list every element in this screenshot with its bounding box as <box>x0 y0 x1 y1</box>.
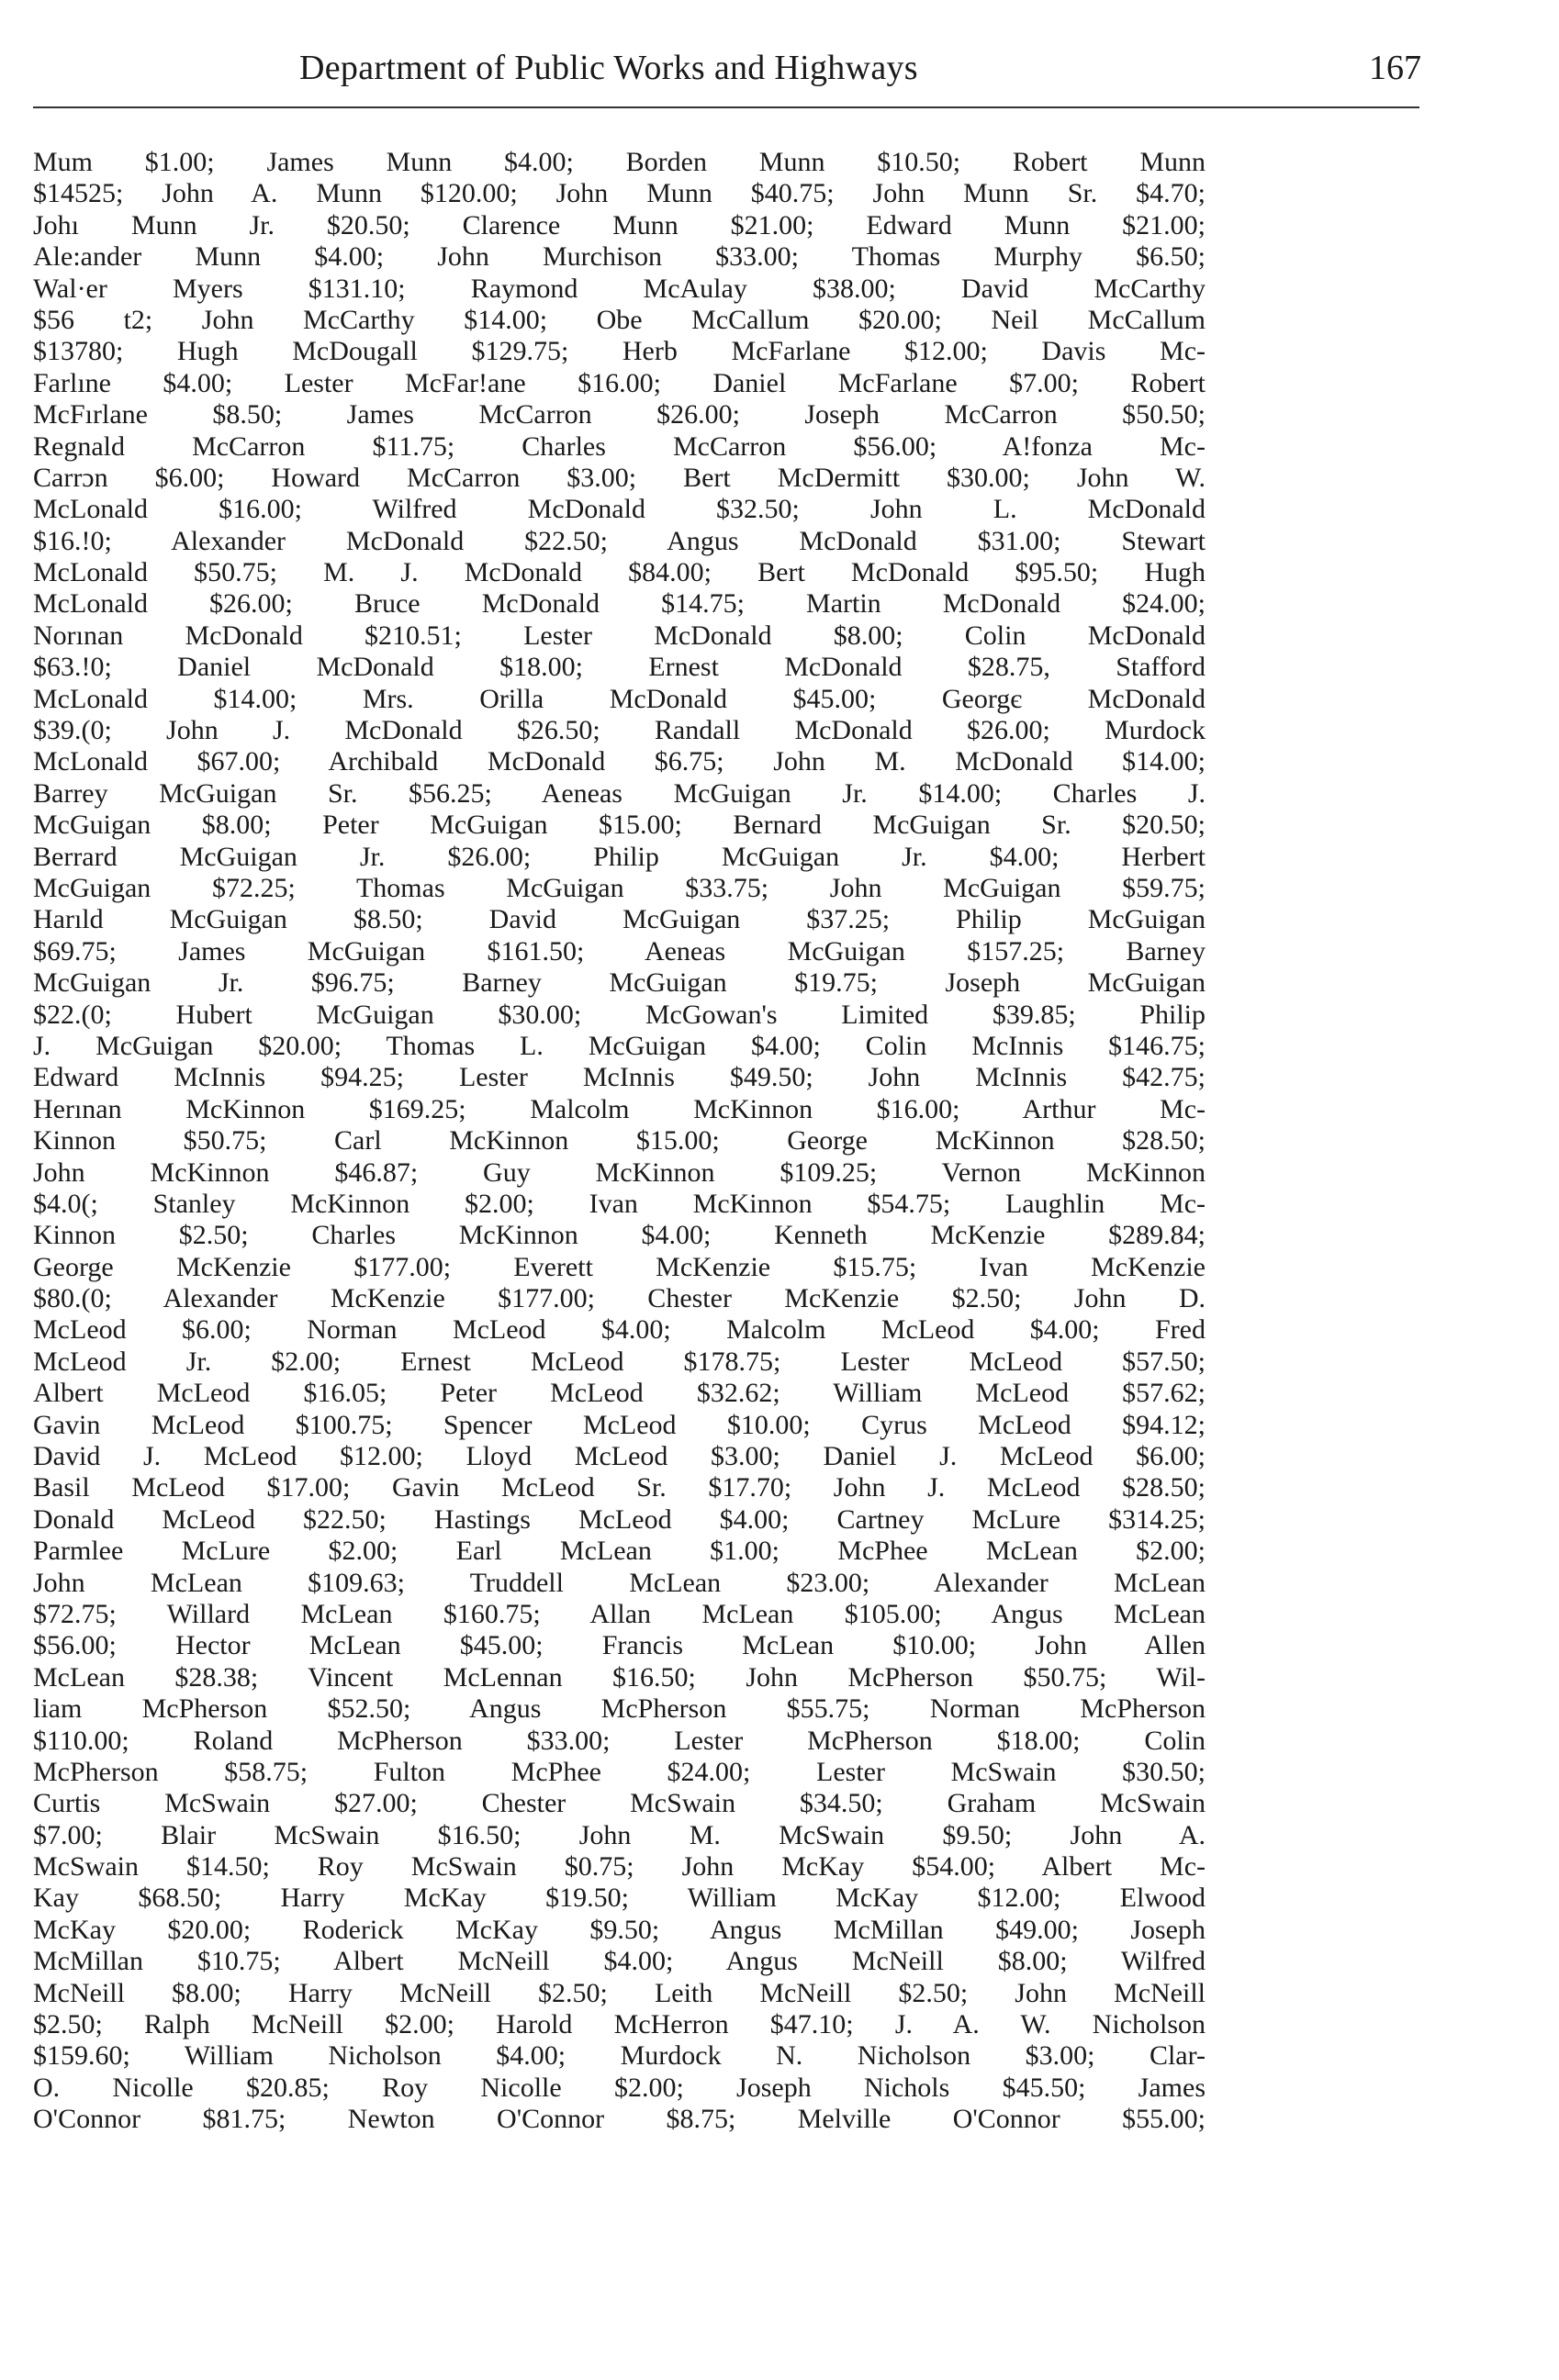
running-title: Department of Public Works and Highways <box>299 49 918 87</box>
text-line: McLean $28.38; Vincent McLennan $16.50; John McPherson $50.75; Wil- <box>33 1661 1206 1693</box>
text-line: McGuigan $72.25; Thomas McGuigan $33.75; John McGuigan $59.75; <box>33 872 1206 903</box>
text-line: David J. McLeod $12.00; Lloyd McLeod $3.00; Daniel J. McLeod $6.00; <box>33 1441 1206 1472</box>
text-line: Barrey McGuigan Sr. $56.25; Aeneas McGuigan Jr. $14.00; Charles J. <box>33 777 1206 809</box>
text-line: Kinnon $2.50; Charles McKinnon $4.00; Kenneth McKenzie $289.84; <box>33 1220 1206 1251</box>
text-line: McSwain $14.50; Roy McSwain $0.75; John McKay $54.00; Albert Mc- <box>33 1851 1206 1883</box>
text-line: Kay $68.50; Harry McKay $19.50; William McKay $12.00; Elwood <box>33 1883 1206 1914</box>
text-line: $110.00; Roland McPherson $33.00; Lester McPherson $18.00; Colin <box>33 1725 1206 1756</box>
text-line: $72.75; Willard McLean $160.75; Allan McLean $105.00; Angus McLean <box>33 1598 1206 1629</box>
text-line: Kinnon $50.75; Carl McKinnon $15.00; George McKinnon $28.50; <box>33 1125 1206 1156</box>
text-line: McNeill $8.00; Harry McNeill $2.50; Leith McNeill $2.50; John McNeill <box>33 1977 1206 2008</box>
text-line: McFırlane $8.50; James McCarron $26.00; Joseph McCarron $50.50; <box>33 399 1206 430</box>
text-line: $159.60; William Nicholson $4.00; Murdock N. Nicholson $3.00; Clar- <box>33 2040 1206 2072</box>
page-header <box>33 48 1421 99</box>
page-number: 167 <box>1369 49 1421 87</box>
text-line: $69.75; James McGuigan $161.50; Aeneas McGuigan $157.25; Barney <box>33 935 1206 967</box>
text-line: Albert McLeod $16.05; Peter McLeod $32.62; William McLeod $57.62; <box>33 1378 1206 1409</box>
text-line: McLonald $16.00; Wilfred McDonald $32.50; John L. McDonald <box>33 494 1206 525</box>
text-line: O'Connor $81.75; Newton O'Connor $8.75; Melville O'Connor $55.00; <box>33 2104 1206 2135</box>
text-line: McLeod Jr. $2.00; Ernest McLeod $178.75; Lester McLeod $57.50; <box>33 1346 1206 1377</box>
text-line: $56 t2; John McCarthy $14.00; Obe McCallum $20.00; Neil McCallum <box>33 304 1206 335</box>
text-line: Carrɔn $6.00; Howard McCarron $3.00; Bert McDermitt $30.00; John W. <box>33 462 1206 493</box>
text-line: Berrard McGuigan Jr. $26.00; Philip McGuigan Jr. $4.00; Herbert <box>33 841 1206 872</box>
text-line: $16.!0; Alexander McDonald $22.50; Angus McDonald $31.00; Stewart <box>33 525 1206 556</box>
text-line: McLonald $67.00; Archibald McDonald $6.75; John M. McDonald $14.00; <box>33 746 1206 777</box>
text-line: Mum $1.00; James Munn $4.00; Borden Munn $10.50; Robert Munn <box>33 147 1206 177</box>
text-line: Ale:ander Munn $4.00; John Murchison $33.00; Thomas Murphy $6.50; <box>33 241 1206 273</box>
text-line: J. McGuigan $20.00; Thomas L. McGuigan $4.00; Colin McInnis $146.75; <box>33 1030 1206 1061</box>
text-line: Norınan McDonald $210.51; Lester McDonald $8.00; Colin McDonald <box>33 620 1206 651</box>
text-line: McLonald $14.00; Mrs. Orilla McDonald $45.00; Georgє McDonald <box>33 683 1206 714</box>
text-line: Parmlee McLure $2.00; Earl McLean $1.00; McPhee McLean $2.00; <box>33 1536 1206 1567</box>
text-line: John McLean $109.63; Truddell McLean $23.00; Alexander McLean <box>33 1567 1206 1598</box>
text-line: $7.00; Blair McSwain $16.50; John M. McSwain $9.50; John A. <box>33 1819 1206 1850</box>
text-line: $14525; John A. Munn $120.00; John Munn $40.75; John Munn Sr. $4.70; <box>33 178 1206 209</box>
text-line: $2.50; Ralph McNeill $2.00; Harold McHerron $47.10; J. A. W. Nicholson <box>33 2009 1206 2040</box>
text-line: McLeod $6.00; Norman McLeod $4.00; Malcolm McLeod $4.00; Fred <box>33 1314 1206 1346</box>
text-line: Farlıne $4.00; Lester McFar!ane $16.00; Daniel McFarlane $7.00; Robert <box>33 367 1206 398</box>
header-rule <box>33 106 1419 108</box>
text-line: $63.!0; Daniel McDonald $18.00; Ernest McDonald $28.75, Stafford <box>33 652 1206 683</box>
text-line: $4.0(; Stanley McKinnon $2.00; Ivan McKinnon $54.75; Laughlin Mc- <box>33 1188 1206 1219</box>
text-line: Johı Munn Jr. $20.50; Clarence Munn $21.00; Edward Munn $21.00; <box>33 209 1206 240</box>
text-line: $22.(0; Hubert McGuigan $30.00; McGowan's Limited $39.85; Philip <box>33 999 1206 1030</box>
text-line: McGuigan Jr. $96.75; Barney McGuigan $19.75; Joseph McGuigan <box>33 967 1206 999</box>
text-line: $13780; Hugh McDougall $129.75; Herb McFarlane $12.00; Davis Mc- <box>33 336 1206 367</box>
text-line: George McKenzie $177.00; Everett McKenzie $15.75; Ivan McKenzie <box>33 1251 1206 1282</box>
text-line: $56.00; Hector McLean $45.00; Francis McLean $10.00; John Allen <box>33 1630 1206 1661</box>
text-line: John McKinnon $46.87; Guy McKinnon $109.25; Vernon McKinnon <box>33 1156 1206 1188</box>
text-line: Harıld McGuigan $8.50; David McGuigan $37.25; Philip McGuigan <box>33 904 1206 935</box>
text-line: Gavin McLeod $100.75; Spencer McLeod $10.00; Cyrus McLeod $94.12; <box>33 1409 1206 1440</box>
text-line: $80.(0; Alexander McKenzie $177.00; Chester McKenzie $2.50; John D. <box>33 1283 1206 1314</box>
text-line: Edward McInnis $94.25; Lester McInnis $49.50; John McInnis $42.75; <box>33 1062 1206 1093</box>
text-line: McMillan $10.75; Albert McNeill $4.00; Angus McNeill $8.00; Wilfred <box>33 1946 1206 1977</box>
text-line: Curtis McSwain $27.00; Chester McSwain $34.50; Graham McSwain <box>33 1788 1206 1819</box>
text-line: McLonald $26.00; Bruce McDonald $14.75; Martin McDonald $24.00; <box>33 588 1206 620</box>
text-line: McKay $20.00; Roderick McKay $9.50; Angus McMillan $49.00; Joseph <box>33 1914 1206 1945</box>
text-line: McLonald $50.75; M. J. McDonald $84.00; Bert McDonald $95.50; Hugh <box>33 557 1206 588</box>
text-line: liam McPherson $52.50; Angus McPherson $55.75; Norman McPherson <box>33 1693 1206 1725</box>
text-line: McGuigan $8.00; Peter McGuigan $15.00; Bernard McGuigan Sr. $20.50; <box>33 810 1206 841</box>
body-paragraph <box>33 147 1206 2136</box>
text-line: Wal·er Myers $131.10; Raymond McAulay $38.00; David McCarthy <box>33 273 1206 304</box>
text-line: McPherson $58.75; Fulton McPhee $24.00; Lester McSwain $30.50; <box>33 1756 1206 1787</box>
text-line: Donald McLeod $22.50; Hastings McLeod $4.00; Cartney McLure $314.25; <box>33 1503 1206 1535</box>
text-line: Herınan McKinnon $169.25; Malcolm McKinnon $16.00; Arthur Mc- <box>33 1093 1206 1124</box>
text-line: Regnald McCarron $11.75; Charles McCarron $56.00; A!fonza Mc- <box>33 430 1206 462</box>
text-line: $39.(0; John J. McDonald $26.50; Randall McDonald $26.00; Murdock <box>33 715 1206 746</box>
text-line: O. Nicolle $20.85; Roy Nicolle $2.00; Joseph Nichols $45.50; James <box>33 2072 1206 2103</box>
text-line: Basil McLeod $17.00; Gavin McLeod Sr. $17.70; John J. McLeod $28.50; <box>33 1472 1206 1503</box>
